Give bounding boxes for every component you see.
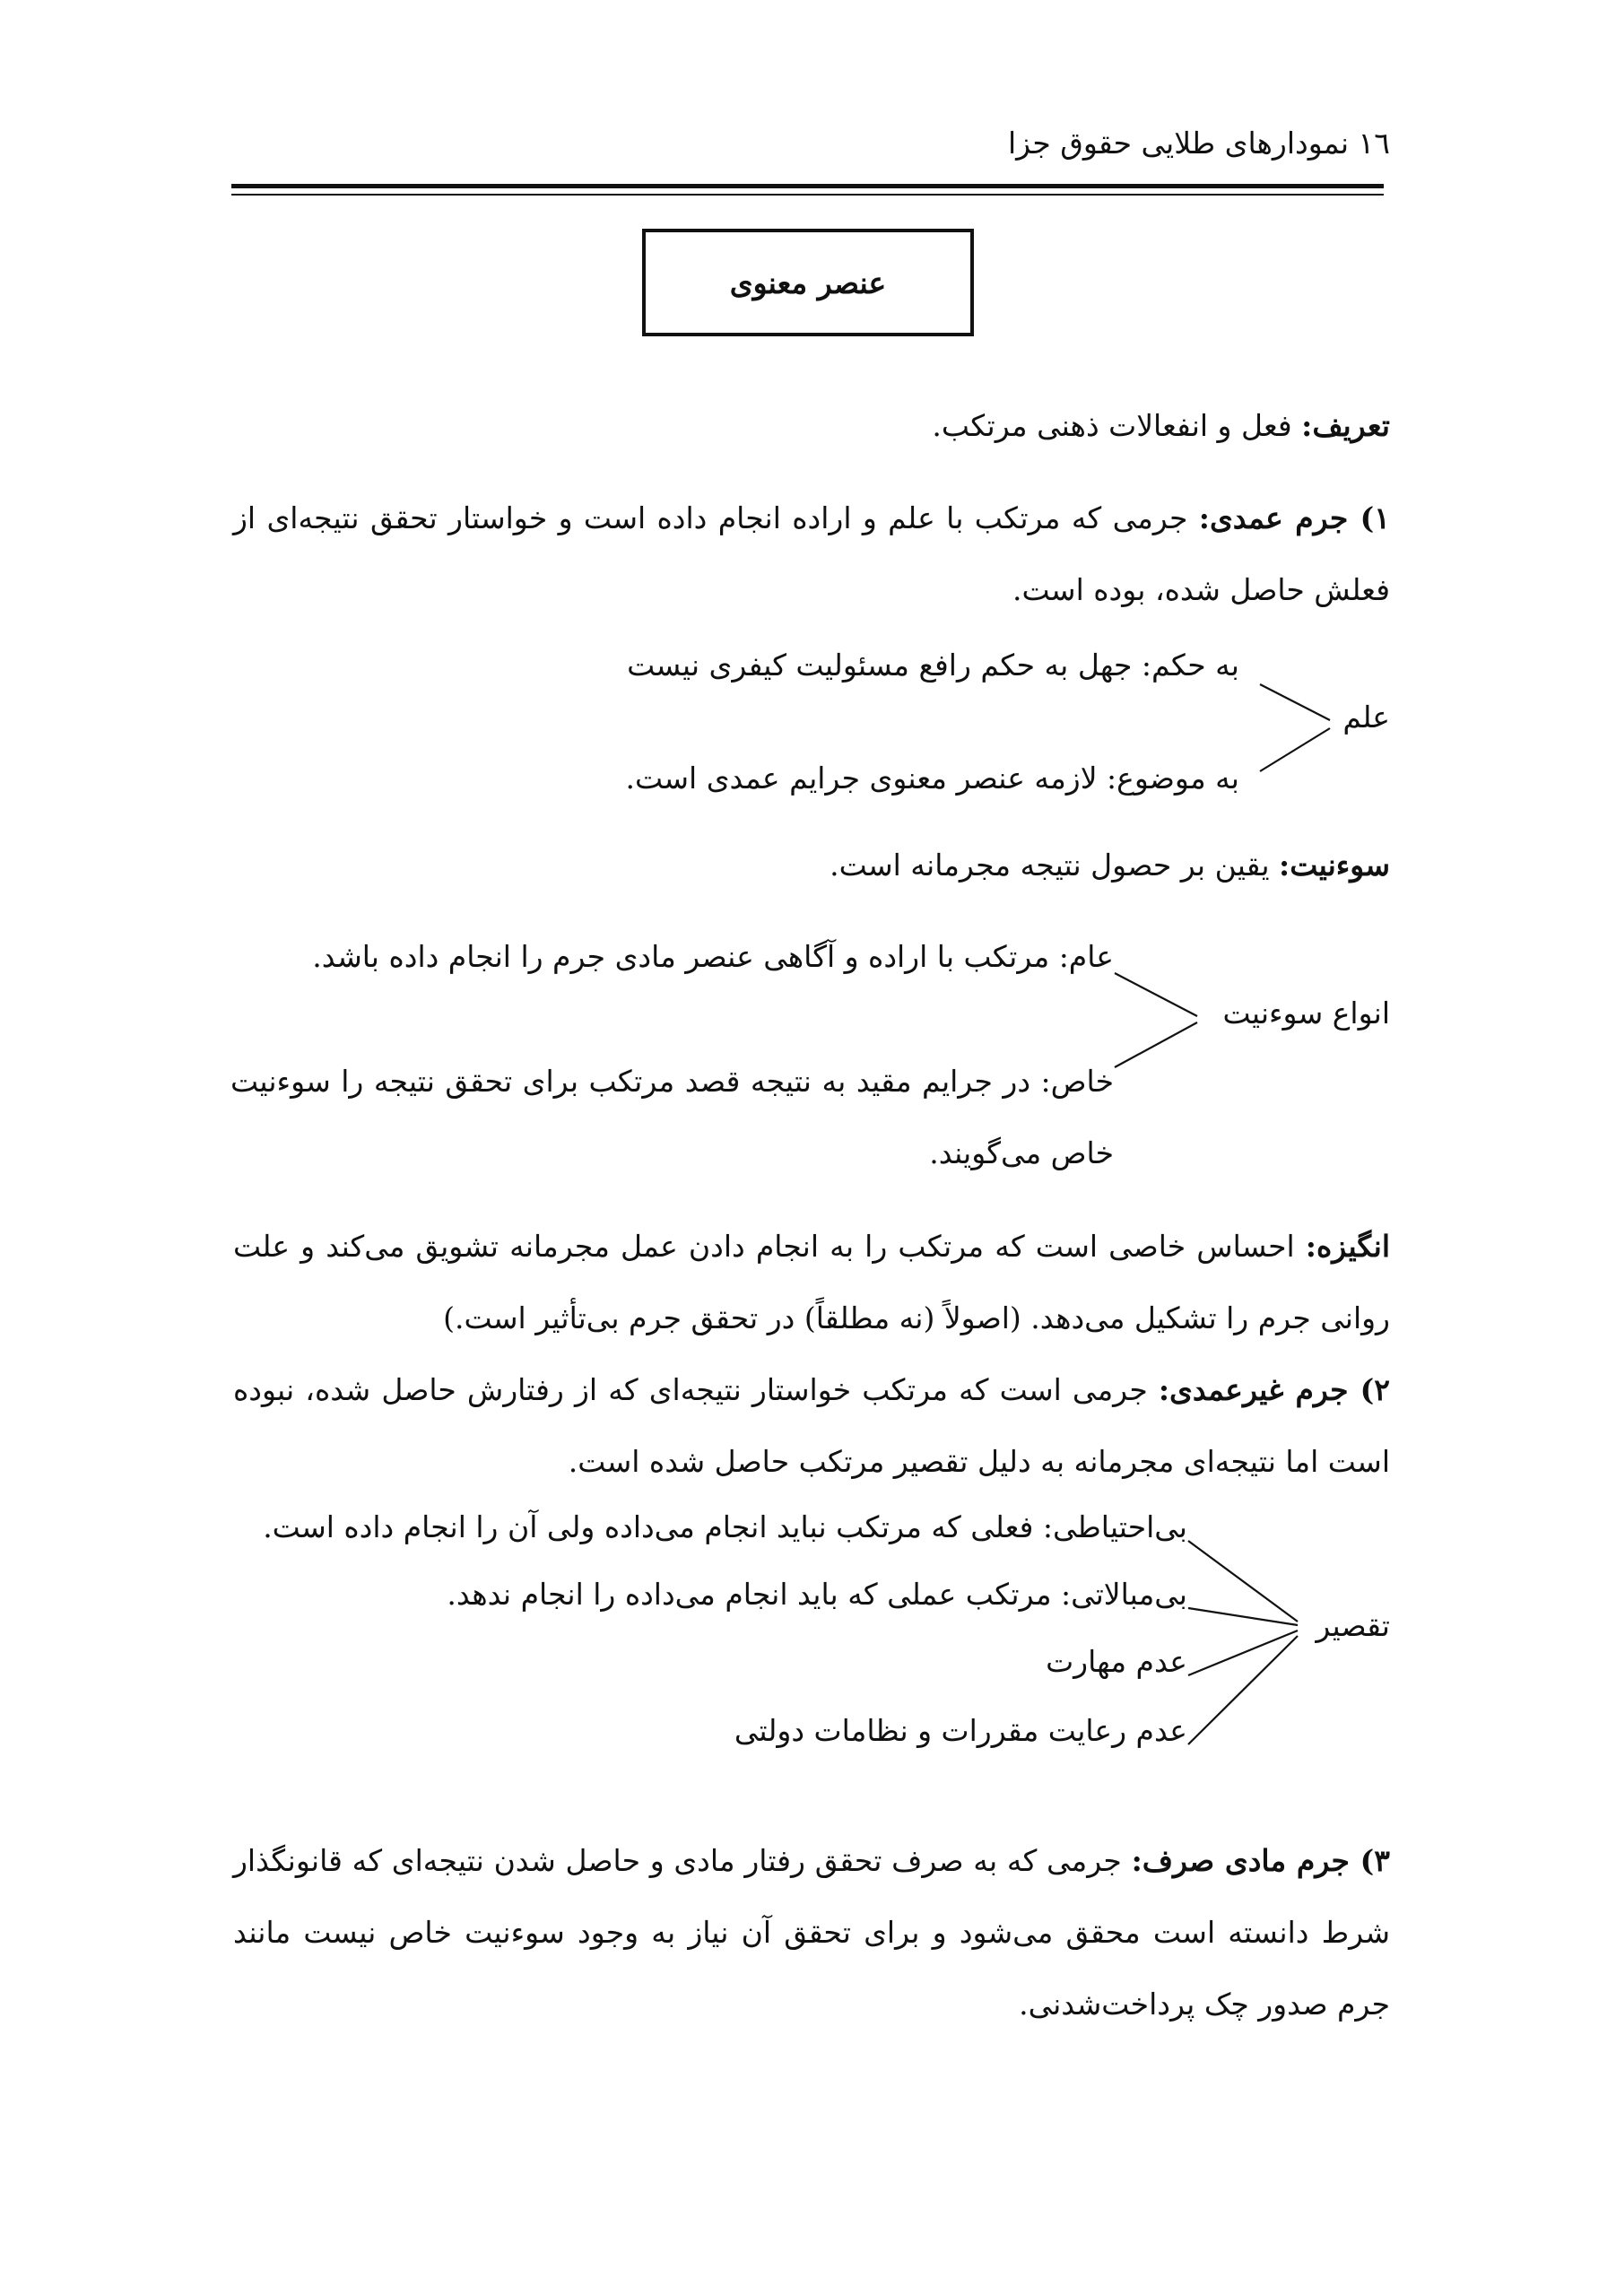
definition-term: تعریف: [1301,408,1390,443]
motive-term: انگیزه: [1305,1229,1390,1264]
fault-connector-1 [1188,1541,1298,1622]
malice-connector-upper [1115,973,1197,1016]
malice-branch-general: عام: مرتکب با اراده و آگاهی عنصر مادی جرم را انجام داده باشد. [312,939,1114,974]
malice-text: یقین بر حصول نتیجه مجرمانه است. [830,848,1280,883]
fault-branch-regulation-violation: عدم رعایت مقررات و نظامات دولتی [734,1713,1187,1748]
knowledge-branch-ruling: به حکم: جهل به حکم رافع مسئولیت کیفری نیست [627,648,1239,683]
malice-term: سوءنیت: [1279,848,1390,883]
strict-crime-text: جرمی که به صرف تحقق رفتار مادی و حاصل شدن نتیجه‌ای که قانونگذار شرط دانسته است محقق می‌شود و برای تحقق آن نیاز به وجود سوءنیت خاص نیست مانند جرم صدور چک پرداخت‌شدنی. [233,1843,1390,2022]
fault-branch-carelessness: بی‌احتیاطی: فعلی که مرتکب نباید انجام می‌داده ولی آن را انجام داده است. [263,1509,1187,1544]
intentional-crime-text: جرمی که مرتکب با علم و اراده انجام داده است و خواستار تحقق نتیجه‌ای از فعلش حاصل شده، بوده است. [233,500,1390,607]
knowledge-connector-lower [1260,728,1330,771]
page-header-title: ١٦ نمودارهای طلایی حقوق جزا [1008,126,1390,161]
section-title: عنصر معنوی [729,265,887,300]
intentional-crime-term: ١) جرم عمدی: [1198,500,1390,535]
definition-text: فعل و انفعالات ذهنی مرتکب. [932,408,1302,443]
motive-text: احساس خاصی است که مرتکب را به انجام دادن عمل مجرمانه تشویق می‌کند و علت روانی جرم را تشکیل می‌دهد. (اصولاً (نه مطلقاً) در تحقق جرم بی‌تأثیر است.) [233,1229,1390,1335]
knowledge-diagram-root: علم [1342,700,1390,735]
knowledge-connector-upper [1260,684,1330,720]
unintentional-crime-term: ٢) جرم غیرعمدی: [1158,1372,1390,1407]
malice-diagram-root: انواع سوءنیت [1222,996,1390,1031]
unintentional-crime-text: جرمی است که مرتکب خواستار نتیجه‌ای که از رفتارش حاصل شده، نبوده است اما نتیجه‌ای مجرمانه به دلیل تقصیر مرتکب حاصل شده است. [233,1372,1390,1479]
strict-crime-term: ٣) جرم مادی صرف: [1131,1843,1390,1878]
knowledge-branch-subject: به موضوع: لازمه عنصر معنوی جرایم عمدی است. [625,761,1239,796]
fault-diagram-root: تقصیر [1316,1608,1390,1643]
malice-branch-specific: خاص: در جرایم مقید به نتیجه قصد مرتکب برای تحقق نتیجه را سوءنیت خاص می‌گویند. [230,1064,1114,1170]
malice-connector-lower [1115,1022,1197,1067]
fault-branch-negligence: بی‌مبالاتی: مرتکب عملی که باید انجام می‌داده را انجام ندهد. [447,1577,1187,1612]
fault-branch-lack-of-skill: عدم مهارت [1046,1644,1187,1679]
